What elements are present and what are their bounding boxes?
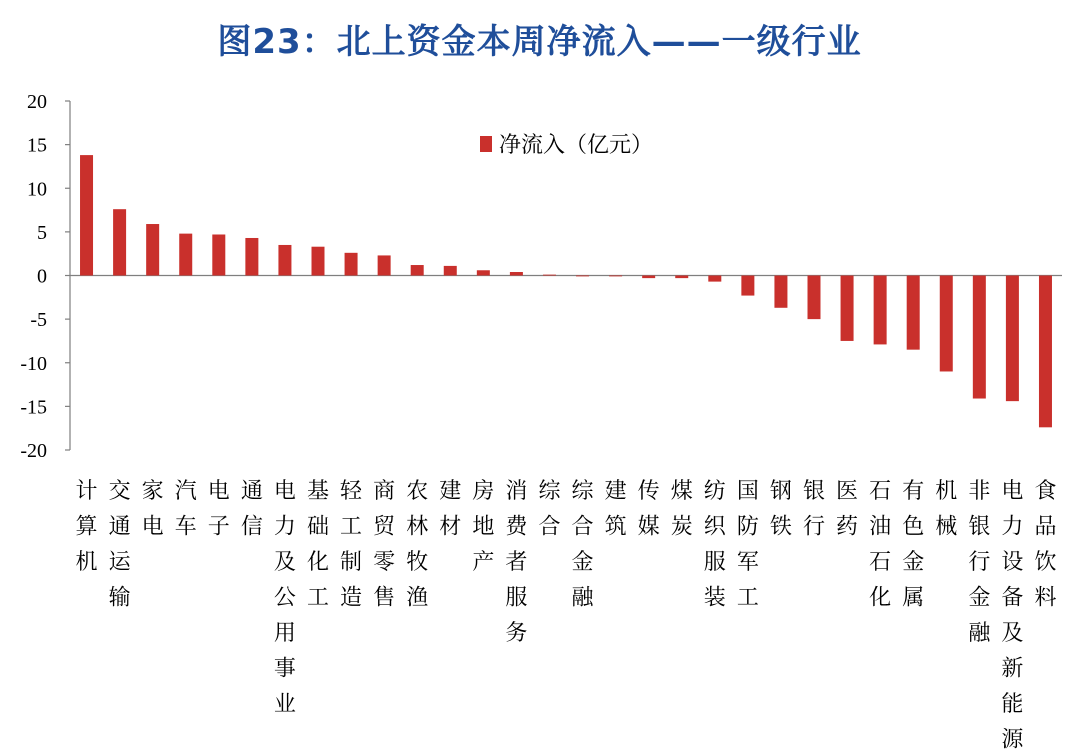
y-tick-label: 10 (27, 178, 47, 201)
category-label: 通信 (240, 479, 263, 540)
bar (708, 276, 721, 282)
category-label: 纺织服装 (703, 479, 726, 611)
category-label: 传媒 (637, 479, 660, 540)
category-label: 银行 (802, 479, 826, 540)
category-label: 商贸零售 (373, 479, 396, 611)
category-label: 非银行金融 (968, 479, 991, 646)
category-label: 消费者服务 (505, 479, 528, 646)
category-label: 石油石化 (869, 479, 892, 611)
bar (245, 238, 258, 276)
y-tick-label: -15 (20, 396, 47, 419)
y-tick-label: -5 (30, 309, 47, 332)
bar (543, 275, 556, 276)
category-label: 食品饮料 (1034, 479, 1057, 611)
bar (378, 255, 391, 275)
chart-title: 图23：北上资金本周净流入——一级行业 (217, 22, 862, 62)
category-label: 国防军工 (736, 479, 759, 611)
category-label: 电力及公用事业 (273, 479, 296, 717)
y-tick-label: -10 (20, 352, 47, 375)
y-tick-label: -20 (20, 440, 47, 462)
bar (212, 234, 225, 275)
bar (1039, 276, 1052, 428)
bar (576, 276, 589, 277)
bar (808, 276, 821, 320)
bar (312, 247, 325, 276)
y-tick-label: 0 (37, 265, 47, 288)
legend-swatch (480, 136, 492, 152)
category-label: 综合 (538, 479, 561, 540)
bar (609, 276, 622, 277)
bar (675, 276, 688, 279)
bar (113, 209, 126, 275)
bar (642, 276, 655, 279)
bar (774, 276, 787, 308)
y-tick-label: 15 (27, 134, 47, 157)
category-label: 建筑 (604, 479, 627, 540)
bar (278, 245, 291, 276)
category-label: 交通运输 (108, 479, 131, 611)
bar (179, 234, 192, 276)
category-label: 钢铁 (769, 479, 792, 540)
bar (345, 253, 358, 276)
category-label: 轻工制造 (340, 479, 363, 611)
legend-label: 净流入（亿元） (499, 133, 654, 158)
category-label: 有色金属 (902, 479, 925, 611)
bar (874, 276, 887, 345)
y-tick-label: 20 (27, 91, 47, 113)
y-tick-label: 5 (37, 221, 47, 244)
category-label: 基础化工 (306, 479, 330, 611)
bar (80, 155, 93, 275)
category-label: 电力设备及新能源 (1001, 479, 1024, 753)
category-label: 房地产 (472, 479, 495, 575)
category-label: 综合金融 (571, 479, 594, 611)
category-label: 医药 (836, 479, 859, 540)
category-label: 家电 (141, 479, 164, 540)
category-label: 机械 (935, 479, 958, 540)
bar (1006, 276, 1019, 402)
bar (841, 276, 854, 341)
bar (444, 266, 457, 276)
category-label: 电子 (207, 479, 230, 540)
category-label: 农林牧渔 (406, 479, 429, 611)
category-label: 计算机 (75, 479, 98, 575)
bar (146, 224, 159, 275)
bar (940, 276, 953, 372)
category-label: 建材 (439, 479, 462, 540)
category-label: 汽车 (174, 479, 197, 540)
bar (907, 276, 920, 350)
category-label: 煤炭 (670, 479, 693, 540)
bar (741, 276, 754, 296)
bar (477, 270, 490, 275)
bar (411, 265, 424, 275)
bar (510, 272, 523, 275)
bar (973, 276, 986, 399)
